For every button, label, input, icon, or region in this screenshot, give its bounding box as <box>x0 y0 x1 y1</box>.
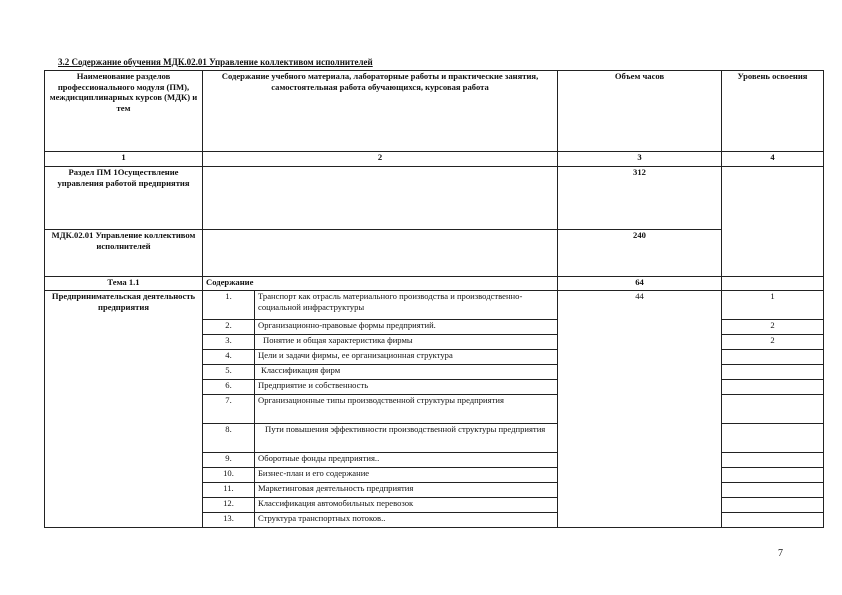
item-text: Понятие и общая характеристика фирмы <box>255 335 558 350</box>
item-number: 3. <box>203 335 255 350</box>
item-level <box>722 380 824 395</box>
item-text: Организационные типы производственной структуры предприятия <box>255 395 558 424</box>
item-number: 1. <box>203 291 255 320</box>
item-level <box>722 395 824 424</box>
section-level <box>722 167 824 277</box>
section-heading: 3.2 Содержание обучения МДК.02.01 Управление коллективом исполнителей <box>58 57 373 67</box>
item-number: 7. <box>203 395 255 424</box>
header-row <box>45 71 824 152</box>
item-text: Бизнес-план и его содержание <box>255 468 558 483</box>
item-level <box>722 350 824 365</box>
table-row <box>45 291 824 320</box>
item-number: 9. <box>203 453 255 468</box>
mdk-name: МДК.02.01 Управление коллективом исполнителей <box>45 230 203 277</box>
item-level: 2 <box>722 320 824 335</box>
item-text: Организационно-правовые формы предприятий. <box>255 320 558 335</box>
items-hours: 44 <box>558 291 722 528</box>
item-number: 4. <box>203 350 255 365</box>
mdk-hours: 240 <box>558 230 722 277</box>
item-text: Цели и задачи фирмы, ее организационная структура <box>255 350 558 365</box>
header-col2: Содержание учебного материала, лабораторные работы и практические занятия, самостоятельная работа обучающихся, курсовая работа <box>203 71 558 152</box>
item-level <box>722 453 824 468</box>
item-number: 10. <box>203 468 255 483</box>
topic-row <box>45 277 824 291</box>
content-hours: 64 <box>558 277 722 291</box>
mdk-row <box>45 230 824 277</box>
section-row <box>45 167 824 230</box>
item-number: 13. <box>203 513 255 528</box>
topic-title: Тема 1.1 <box>45 277 203 291</box>
page-number: 7 <box>778 548 783 559</box>
item-level: 2 <box>722 335 824 350</box>
item-level <box>722 365 824 380</box>
item-number: 11. <box>203 483 255 498</box>
item-level <box>722 483 824 498</box>
mdk-content <box>203 230 558 277</box>
item-text: Предприятие и собственность <box>255 380 558 395</box>
item-text: Классификация автомобильных перевозок <box>255 498 558 513</box>
item-level <box>722 498 824 513</box>
item-text: Пути повышения эффективности производственной структуры предприятия <box>255 424 558 453</box>
section-name: Раздел ПМ 1Осуществление управления работой предприятия <box>45 167 203 230</box>
item-level <box>722 424 824 453</box>
col-number-3: 3 <box>558 152 722 167</box>
col-number-2: 2 <box>203 152 558 167</box>
content-label: Содержание <box>203 277 558 291</box>
item-number: 6. <box>203 380 255 395</box>
col-number-4: 4 <box>722 152 824 167</box>
item-text: Транспорт как отрасль материального производства и производственно-социальной инфраструктуры <box>255 291 558 320</box>
item-level <box>722 468 824 483</box>
section-content <box>203 167 558 230</box>
item-text: Структура транспортных потоков.. <box>255 513 558 528</box>
item-number: 8. <box>203 424 255 453</box>
item-text: Оборотные фонды предприятия.. <box>255 453 558 468</box>
item-text: Маркетинговая деятельность предприятия <box>255 483 558 498</box>
item-text: Классификация фирм <box>255 365 558 380</box>
header-col3: Объем часов <box>558 71 722 152</box>
item-number: 12. <box>203 498 255 513</box>
item-level: 1 <box>722 291 824 320</box>
column-numbers-row <box>45 152 824 167</box>
col-number-1: 1 <box>45 152 203 167</box>
item-level <box>722 513 824 528</box>
header-col1: Наименование разделов профессионального модуля (ПМ), междисциплинарных курсов (МДК) и тем <box>45 71 203 152</box>
item-number: 5. <box>203 365 255 380</box>
item-number: 2. <box>203 320 255 335</box>
header-col4: Уровень освоения <box>722 71 824 152</box>
content-level <box>722 277 824 291</box>
section-hours: 312 <box>558 167 722 230</box>
topic-subtitle: Предпринимательская деятельность предприятия <box>45 291 203 528</box>
curriculum-table <box>44 70 824 528</box>
